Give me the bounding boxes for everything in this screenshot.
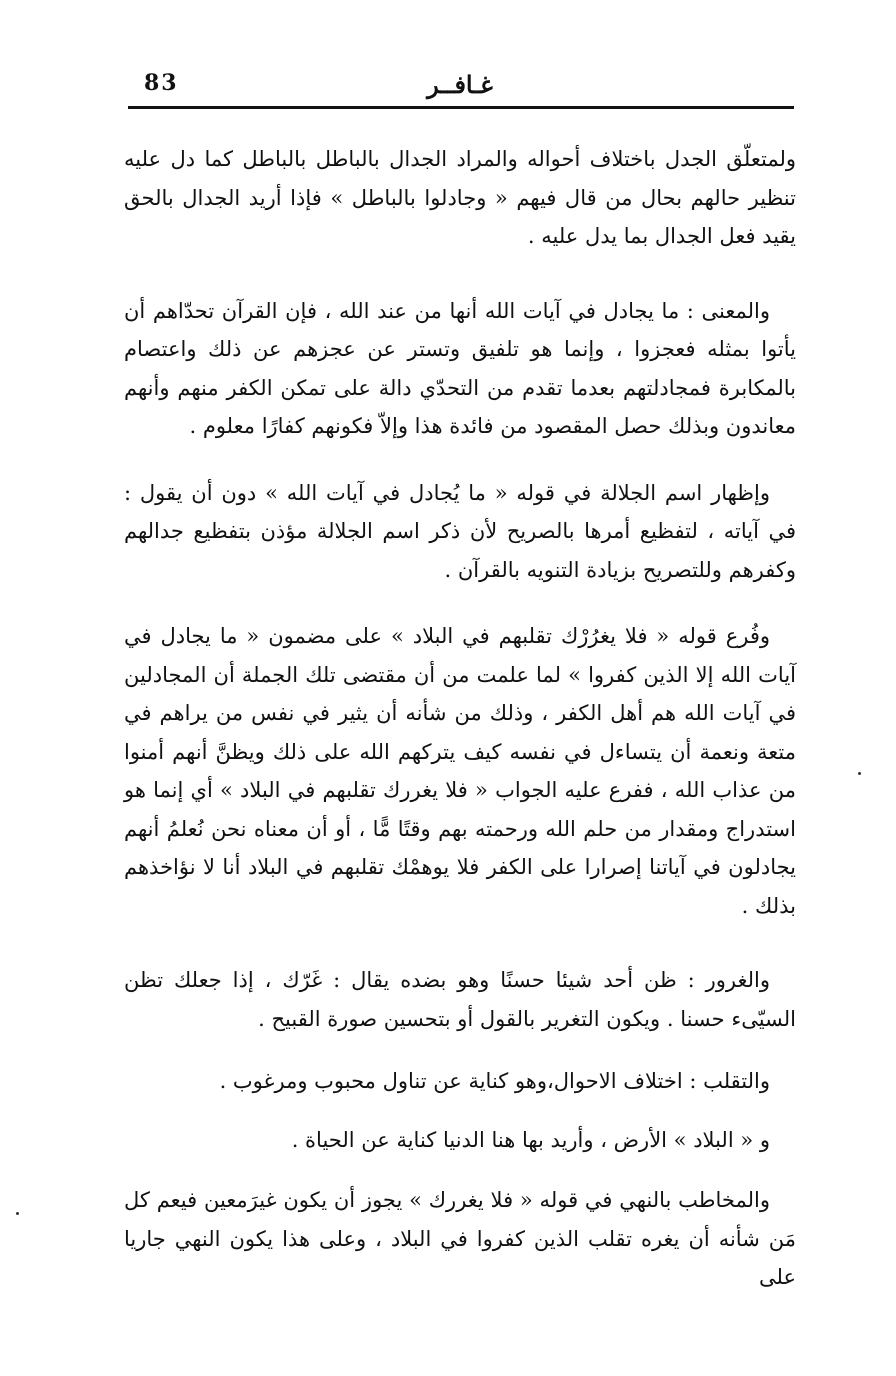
paragraph-5: والغرور : ظن أحد شيئا حسنًا وهو بضده يقال : غَرّك ، إذا جعلك تظن السيّىء حسنا . ويكون التغرير بالقول أو بتحسين صورة القبيح . xyxy=(124,968,796,1031)
paragraph-2: والمعنى : ما يجادل في آيات الله أنها من عند الله ، فإن القرآن تحدّاهم أن يأتوا بمثله فعجزوا ، وإنما هو تلفيق وتستر عن عجزهم عن ذلك واعتصام بالمكابرة فمجادلتهم بعدما تقدم من التحدّي دالة على تمكن الكفر منهم وأنهم معاندون وبذلك حصل المقصود من فائدة هذا وإلاّ فكونهم كفارًا معلوم . xyxy=(124,298,796,438)
paragraph-4: وفُرع قوله « فلا يغرُرْك تقلبهم في البلاد » على مضمون « ما يجادل في آيات الله إلا الذين كفروا » لما علمت من أن مقتضى تلك الجملة أن المجادلين في آيات الله هم أهل الكفر ، وذلك من شأنه أن يثير في نفس من يراهم في متعة ونعمة أن يتساءل في نفسه كيف يتركهم الله على ذلك ويظنَّ أنهم أمنوا من عذاب الله ، ففرع عليه الجواب « فلا يغررك تقلبهم في البلاد » أي إنما هو استدراج ومقدار من حلم الله ورحمته بهم وقتًا مًّا ، أو أن معناه نحن نُعلمُ أنهم يجادلون في آياتنا إصرارا على الكفر فلا يوهمْك تقلبهم في البلاد أنا لا نؤاخذهم بذلك . xyxy=(124,624,796,918)
page-number: 83 xyxy=(144,70,179,96)
page-header xyxy=(128,64,792,110)
scan-speck xyxy=(858,772,861,775)
paragraph-6: والتقلب : اختلاف الاحوال،وهو كناية عن تناول محبوب ومرغوب . xyxy=(219,1069,770,1093)
paragraph-3: وإظهار اسم الجلالة في قوله « ما يُجادل في آيات الله » دون أن يقول : في آياته ، لتفظيع أمرها بالصريح لأن ذكر اسم الجلالة مؤذن بتفظيع جدالهم وكفرهم وللتصريح بزيادة التنويه بالقرآن . xyxy=(124,480,796,582)
scan-speck xyxy=(16,1212,19,1215)
paragraph-1: ولمتعلّق الجدل باختلاف أحواله والمراد الجدال بالباطل بالباطل كما دل عليه تنظير حالهم بحال من قال فيهم « وجادلوا بالباطل » فإذا أريد الجدال بالحق يقيد فعل الجدال بما يدل عليه . xyxy=(124,147,796,248)
running-title: غـافــر xyxy=(427,70,493,99)
body-text xyxy=(124,140,796,1297)
header-rule xyxy=(128,106,794,109)
paragraph-7: و « البلاد » الأرض ، وأريد بها هنا الدنيا كناية عن الحياة . xyxy=(291,1127,770,1152)
paragraph-8: والمخاطب بالنهي في قوله « فلا يغررك » يجوز أن يكون غيرَمعين فيعم كل مَن شأنه أن يغره تقلب الذين كفروا في البلاد ، وعلى هذا يكون النهي جاريا على xyxy=(124,1188,796,1289)
